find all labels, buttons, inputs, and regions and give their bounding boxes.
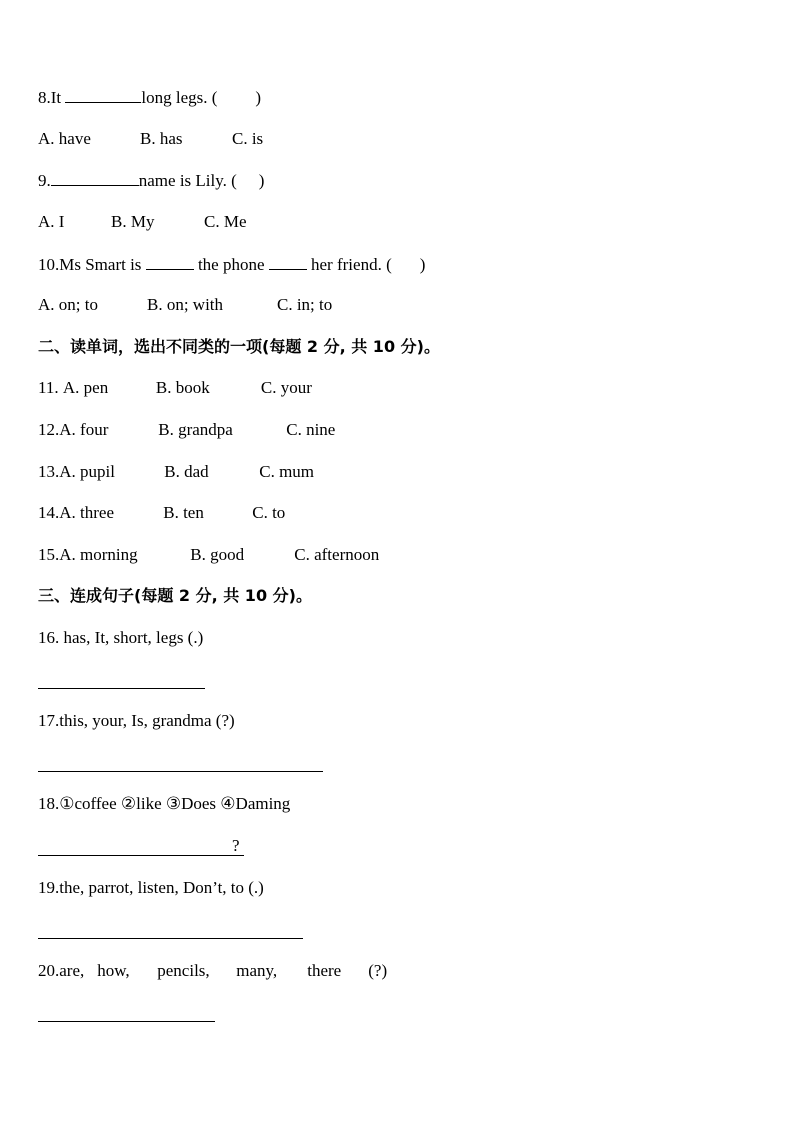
question-number: 14. — [38, 503, 60, 522]
word: many, — [236, 961, 278, 980]
question-13 — [38, 461, 314, 483]
section-3-heading: 三、连成句子(每题 2 分, 共 10 分)。 — [38, 586, 312, 605]
option-b: B. grandpa — [158, 420, 233, 439]
question-number: 15. — [38, 545, 60, 564]
answer-line-18[interactable] — [38, 854, 244, 856]
answer-line-17[interactable] — [38, 770, 323, 772]
option-b: B. on; with — [147, 295, 224, 314]
option-c: C. to — [252, 503, 286, 522]
question-10 — [38, 253, 425, 276]
answer-blank-1[interactable] — [146, 253, 194, 270]
option-b: B. book — [155, 378, 210, 397]
question-14 — [38, 502, 285, 524]
answer-line-16[interactable] — [38, 687, 205, 689]
question-text-mid: the phone — [193, 255, 269, 274]
question-number: 9. — [38, 171, 51, 190]
question-16: 16. has, It, short, legs (.) — [38, 628, 204, 647]
question-number: 10. — [38, 255, 60, 274]
word: how, — [97, 961, 130, 980]
question-number: 11. — [38, 378, 63, 397]
option-c: C. mum — [259, 462, 315, 481]
question-20 — [38, 960, 387, 982]
answer-blank[interactable] — [51, 169, 139, 186]
option-a: A. three — [59, 503, 115, 522]
paren-close: ) — [419, 255, 426, 274]
question-text-post: long legs. ( — [141, 88, 218, 107]
question-9 — [38, 169, 264, 192]
option-c: C. Me — [204, 212, 247, 231]
option-c: C. nine — [286, 420, 336, 439]
question-text-post: her friend. ( — [306, 255, 392, 274]
option-a: A. morning — [59, 545, 138, 564]
answer-blank[interactable] — [65, 86, 141, 103]
question-text-pre: It — [50, 88, 66, 107]
option-a: A. have — [38, 129, 91, 148]
question-8-options — [38, 128, 263, 150]
paren-close: ) — [255, 88, 262, 107]
word: (?) — [368, 961, 388, 980]
question-10-options — [38, 294, 332, 316]
question-18: 18.①coffee ②like ③Does ④Daming — [38, 794, 291, 813]
answer-line-19[interactable] — [38, 937, 303, 939]
option-b: B. My — [111, 212, 155, 231]
option-a: A. I — [38, 212, 65, 231]
question-text-post: name is Lily. ( — [138, 171, 237, 190]
question-text-pre: Ms Smart is — [59, 255, 146, 274]
question-number: 13. — [38, 462, 60, 481]
answer-line-20[interactable] — [38, 1020, 215, 1022]
option-a: A. pen — [62, 378, 109, 397]
option-a: A. on; to — [38, 295, 98, 314]
question-19: 19.the, parrot, listen, Don’t, to (.) — [38, 878, 264, 897]
section-2-heading: 二、读单词，选出不同类的一项(每题 2 分, 共 10 分)。 — [38, 337, 440, 356]
question-11 — [38, 377, 312, 399]
option-b: B. good — [190, 545, 245, 564]
option-c: C. is — [232, 129, 264, 148]
option-b: B. dad — [164, 462, 209, 481]
question-number: 20. — [38, 961, 60, 980]
option-a: A. four — [59, 420, 109, 439]
option-b: B. ten — [163, 503, 204, 522]
option-c: C. afternoon — [294, 545, 380, 564]
word: pencils, — [157, 961, 210, 980]
question-number: 12. — [38, 420, 60, 439]
answer-blank-2[interactable] — [269, 253, 307, 270]
option-c: C. in; to — [277, 295, 333, 314]
option-b: B. has — [140, 129, 183, 148]
question-15 — [38, 544, 379, 566]
question-17: 17.this, your, Is, grandma (?) — [38, 711, 235, 730]
option-a: A. pupil — [59, 462, 115, 481]
word: there — [307, 961, 342, 980]
question-12 — [38, 419, 335, 441]
option-c: C. your — [260, 378, 312, 397]
question-mark: ? — [232, 836, 240, 855]
question-number: 8. — [38, 88, 51, 107]
word: are, — [59, 961, 85, 980]
question-9-options — [38, 211, 247, 233]
paren-close: ) — [258, 171, 265, 190]
question-8 — [38, 86, 261, 109]
